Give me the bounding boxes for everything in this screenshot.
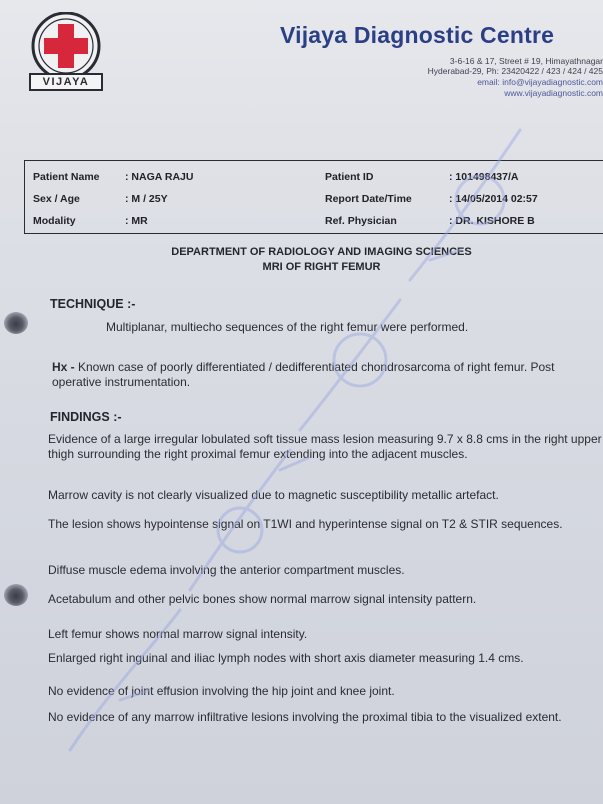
finding-item: Evidence of a large irregular lobulated soft tissue mass lesion measuring 9.7 x 8.8 cms in the right upper thigh surrounding the right proximal femur extending into the adjacent muscles. (48, 432, 602, 461)
report-datetime-value: : 14/05/2014 02:57 (449, 193, 538, 205)
ref-physician-value: : DR. KISHORE B (449, 215, 535, 227)
finding-item: No evidence of any marrow infiltrative lesions involving the proximal tibia to the visualized extent. (48, 710, 562, 724)
report-datetime-label: Report Date/Time (325, 193, 412, 205)
technique-heading: TECHNIQUE :- (50, 297, 136, 311)
patient-info-box (24, 160, 603, 234)
finding-item: The lesion shows hypointense signal on T1WI and hyperintense signal on T2 & STIR sequences. (48, 517, 563, 531)
vijaya-logo (26, 12, 106, 96)
history-label: Hx - (52, 360, 75, 374)
findings-heading: FINDINGS :- (50, 410, 122, 424)
patient-name-value: : NAGA RAJU (125, 171, 194, 183)
patient-id-label: Patient ID (325, 171, 374, 183)
modality-label: Modality (33, 215, 76, 227)
sex-age-label: Sex / Age (33, 193, 80, 205)
history-paragraph (52, 360, 603, 390)
address-line-2: Hyderabad-29, Ph: 23420422 / 423 / 424 / 425 (427, 66, 603, 76)
finding-item: Marrow cavity is not clearly visualized due to magnetic susceptibility metallic artefact. (48, 488, 499, 502)
website-address: www.vijayadiagnostic.com (504, 88, 603, 98)
punch-hole (4, 584, 28, 606)
org-name: Vijaya Diagnostic Centre (280, 22, 555, 48)
patient-id-value: : 101498437/A (449, 171, 519, 183)
logo-text: VIJAYA (42, 76, 90, 88)
punch-hole (4, 312, 28, 334)
history-text: Known case of poorly differentiated / dedifferentiated chondrosarcoma of right femur. Post operative instrumentation. (52, 360, 555, 389)
study-title: MRI OF RIGHT FEMUR (262, 261, 381, 273)
address-line-1: 3-6-16 & 17, Street # 19, Himayathnagar (449, 56, 603, 66)
sex-age-value: : M / 25Y (125, 193, 168, 205)
department-title: DEPARTMENT OF RADIOLOGY AND IMAGING SCIENCES (171, 246, 472, 258)
technique-text: Multiplanar, multiecho sequences of the right femur were performed. (106, 320, 469, 334)
finding-item: Enlarged right inguinal and iliac lymph nodes with short axis diameter measuring 1.4 cms. (48, 651, 524, 665)
patient-name-label: Patient Name (33, 171, 100, 183)
finding-item: Acetabulum and other pelvic bones show normal marrow signal intensity pattern. (48, 592, 477, 606)
finding-item: No evidence of joint effusion involving the hip joint and knee joint. (48, 684, 395, 698)
modality-value: : MR (125, 215, 148, 227)
finding-item: Left femur shows normal marrow signal intensity. (48, 627, 308, 641)
ref-physician-label: Ref. Physician (325, 215, 397, 227)
finding-item: Diffuse muscle edema involving the anterior compartment muscles. (48, 563, 405, 577)
email-address: email: info@vijayadiagnostic.com (477, 77, 603, 87)
